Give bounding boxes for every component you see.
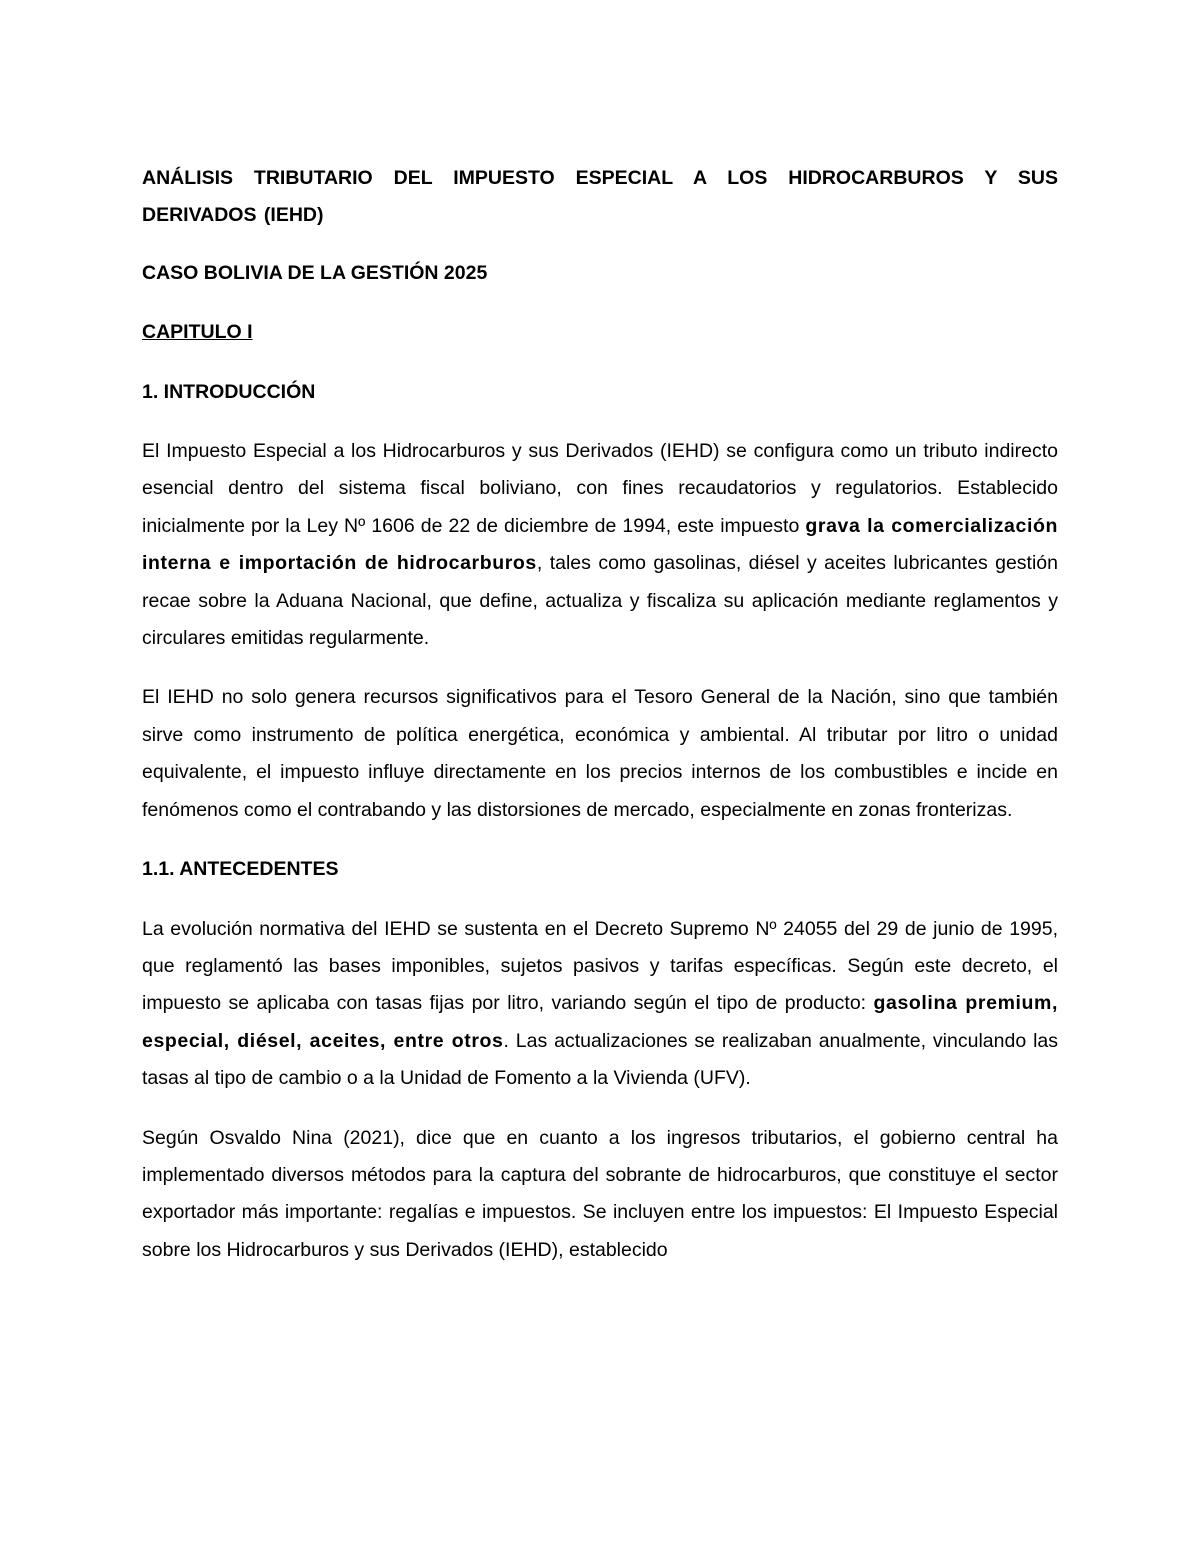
- section-introduccion-heading: 1. INTRODUCCIÓN: [142, 380, 316, 403]
- paragraph-antecedentes-1: [142, 911, 1058, 1098]
- document-page: [142, 160, 1058, 1291]
- paragraph-bold-text: gasolina premium, especial, diésel, aceites, entre otros: [142, 992, 1058, 1052]
- paragraph-introduccion-1: [142, 433, 1058, 657]
- paragraph-text: El Impuesto Especial a los Hidrocarburos y sus Derivados (IEHD) se configura como un tributo indirecto esencial dentro del sistema fiscal boliviano, con fines recaudatorios y regulatorios. Establecido inicialmente por la Ley Nº 1606 de 22 de diciembre de 1994, este impuesto: [142, 440, 1058, 537]
- paragraph-introduccion-2: El IEHD no solo genera recursos significativos para el Tesoro General de la Nación, sino que también sirve como instrumento de política energética, económica y ambiental. Al tributar por litro o unidad equivalente, el impuesto influye directamente en los precios internos de los combustibles e incide en fenómenos como el contrabando y las distorsiones de mercado, especialmente en zonas fronterizas.: [142, 686, 1058, 821]
- paragraph-bold-text: grava la comercialización interna e importación de hidrocarburos: [142, 514, 1058, 575]
- paragraph-text: . Las actualizaciones se realizaban anualmente, vinculando las tasas al tipo de cambio o a la Unidad de Fomento a la Vivienda (UFV).: [142, 1029, 1058, 1090]
- document-subtitle: CASO BOLIVIA DE LA GESTIÓN 2025: [142, 261, 488, 284]
- paragraph-text: , tales como gasolinas, diésel y aceites lubricantes gestión recae sobre la Aduana Nacional, que define, actualiza y fiscaliza su aplicación mediante reglamentos y circulares emitidas regularmente.: [142, 552, 1058, 650]
- chapter-heading: CAPITULO I: [142, 321, 253, 344]
- paragraph-text: La evolución normativa del IEHD se sustenta en el Decreto Supremo Nº 24055 del 29 de junio de 1995, que reglamentó las bases imponibles, sujetos pasivos y tarifas específicas. Según este decreto, el impuesto se aplicaba con tasas fijas por litro, variando según el tipo de producto:: [142, 917, 1058, 1015]
- document-title: ANÁLISIS TRIBUTARIO DEL IMPUESTO ESPECIAL A LOS HIDROCARBUROS Y SUS DERIVADOS (IEHD): [142, 167, 1058, 227]
- section-antecedentes-heading: 1.1. ANTECEDENTES: [142, 858, 339, 881]
- paragraph-antecedentes-2: Según Osvaldo Nina (2021), dice que en cuanto a los ingresos tributarios, el gobierno central ha implementado diversos métodos para la captura del sobrante de hidrocarburos, que constituye el sector exportador más importante: regalías e impuestos. Se incluyen entre los impuestos: El Impuesto Especial sobre los Hidrocarburos y sus Derivados (IEHD), establecido: [142, 1126, 1058, 1261]
